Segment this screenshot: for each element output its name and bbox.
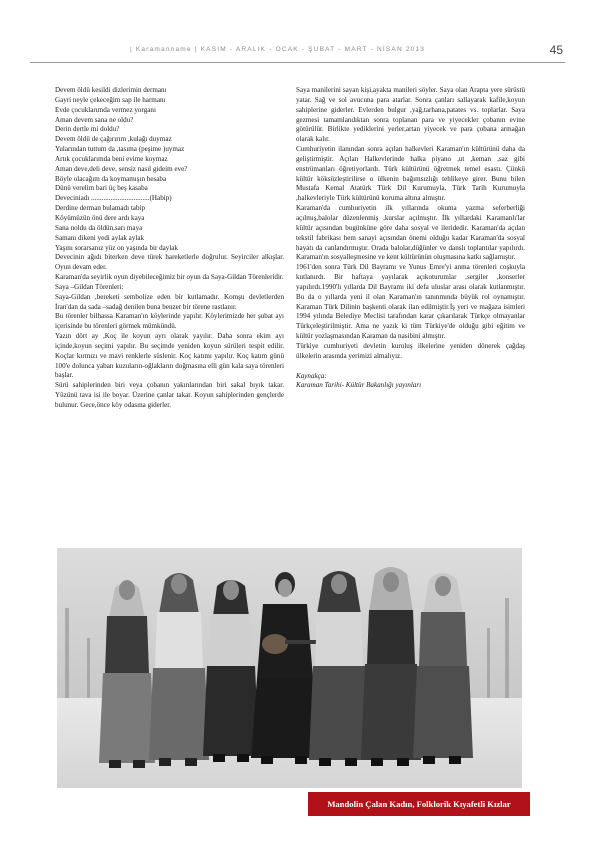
poem-line: Samanı dikeni yedi aylak aylak: [55, 233, 145, 242]
body-paragraph: Bu törenler bilhassa Karaman'ın köylerinde yapılır. Köylerimizde her şubat ayı içerisinde bu törenleri görmek mümkündü.: [55, 312, 284, 331]
poem-line: Devem öldü kesildi dizlerimin dermanı: [55, 86, 167, 94]
poem-line: Artık çocuklarımda beni evime koymaz: [55, 154, 168, 163]
poem-line: Yaşını sorarsanız yüz on yaşında bir daylak: [55, 243, 179, 252]
body-paragraph: 1961'den sonra Türk Dil Bayramı ve Yunus Emre'yi anma törenleri coşkuyla kutlanırdı. Bir haftaya yayılarak açıkoturumlar ,sergiler ,konserler yapılırdı.1990'lı yıllarda Dil Bayramı iki defa uluslar arası olarak kutlanmıştır. Bu da o yıllarda yeni il olan Karaman'ın tanınmında büyük rol oynamıştır. Karaman Türk Dilinin başkenti olarak ilan edilmiştir.İş yeri ve mağaza isimleri 1994 yılında Belediye Meclisi tarafından karar çıkarılarak Türkçe olmayanlar Türkçeleştirilmiştir. Ama ne yazık ki tüm Türkiye'de olduğu gibi eğitim ve kültür yozlaşmasından Karaman da nasibini almıştır.: [296, 263, 525, 341]
body-paragraph: Karaman'da seyirlik oyun diyebileceğimiz bir oyun da Saya-Gildan Törenleridir.: [55, 273, 284, 282]
photo-caption: Mandolin Çalan Kadın, Folklorik Kıyafetli Kızlar: [308, 792, 530, 816]
poem-line: Sana noldu da öldün,sarı maya: [55, 223, 143, 232]
body-paragraph: Türkiye cumhuriyeti devletin kuruluş ilkelerine yeniden dönerek çağdaş ülkelerin arasında yerimizi almalıyız.: [296, 341, 525, 360]
poem-line: Yularından tuttum da ,tasıma (peşime )uymaz: [55, 145, 185, 154]
archival-photo: [57, 548, 522, 788]
body-paragraph: Cumhuriyetin ilanından sonra açılan halkevleri Karaman'ın kültürünü daha da geliştirmiştir. Açılan Halkevlerinde halka piyano ,ut ,keman ,saz gibi enstrümanları öğretiyorlardı. Türk kültürünü öğretmek temel esastı. Çünkü kültür köksüzleştirilirse o ülkenin bağımsızlığı tehlikeye girer. Bunu bilen Mustafa Kemal Atatürk Türk Dil Kurumuyla, Türk Tarih Kurumuyla ,halkevleriyle Türk kültürünü koruma altına almıştır.: [296, 145, 525, 203]
poem-line: Böyle olacağım da koymamışın hesaba: [55, 174, 167, 183]
body-paragraph: Sürü sahiplerinden biri veya çobanın yakınlarından biri sakal bıyık takar. Yüzünü tava isi ile boyar. Üzerine çanlar takar. Koyun sahiplerinden gençlerde bulunur. Gece,önce köy odasına giderler.: [55, 381, 284, 409]
poem-line: Aman deve,deli deve, sensiz nasıl gideim eve?: [55, 164, 188, 173]
poem-line: Derdine derman bulamadı tabip: [55, 204, 146, 213]
left-column: [55, 86, 284, 411]
source-block: [296, 372, 525, 392]
poem-line: Derin dertle mi doldu?: [55, 125, 120, 134]
poem-line: Aman devem sana ne oldu?: [55, 115, 134, 124]
poem-line: Deveciniadı .................................(Habip): [55, 194, 172, 203]
folk-costume-photo-illustration: [57, 548, 522, 788]
body-paragraph: Karaman'da cumhuriyetin ilk yıllarında okuma yazma seferberliği açılmış,balolar düzenlenmiş ,kurslar açılmıştır. İlk yıllardaki Karamanlı'lar kültür açısından bugünküne göre daha sosyal ve ileridedir. Karaman'da açılan tekstil fabrikası hem sanayi açısından önemi olduğu kadar Karaman'da sosyal hayatı da canlandırmıştır. Orada balolar,düğünler ve danslı toplantılar yapılırdı. Karaman'ın sosyalleşmesine ve kent kültürünün oluşmasına katkı sağlamıştır.: [296, 204, 525, 262]
body-paragraph: Yazın dört ay ,Koç ile koyun ayrı olarak yayılır. Daha sonra ekim ayı içinde,koyun seçimi yapılır. Bu seçimde yeniden koyun sürüleri tespit edilir. Koçlar kırmızı ve mavi renklerle süslenir. Koç katımı yapılır. Koç katım günü 100'e dolunca yaban kuzuların-oğlakların doğmasına elli gün kala saya törenleri başlar.: [55, 332, 284, 380]
body-paragraph: Saya-Gildan ,bereketi sembolize eden bir kutlamadır. Komşu devletlerden İran'dan da sada –sadağ denilen buna benzer bir törene rastlanır.: [55, 292, 284, 311]
poem-line: Dünü verelim bari üç beş kasaba: [55, 184, 148, 193]
section-heading: Saya –Gildan Törenleri:: [55, 282, 124, 291]
issue-info: | Karamanname | KASIM - ARALIK - OCAK - ŞUBAT - MART - NİSAN 2013: [130, 46, 426, 53]
poem-line: Köyümüzün önü dere ardı kaya: [55, 213, 145, 222]
body-paragraph: Saya manilerini sayan kişi,ayakta manileri söyler. Saya olan Arapta yere sürüstü yatar. Sağ ve sol avucuna para atarlar. Sonra çanları sallayarak kafile,koyun sahiplerine giderler. Evlerden bulgur ,yağ,tarhana,patates vs. toplarlar. Saya gezmesi tamamlandıktan sonra toplanan para ve yiyecekler çobanın evine götürülür. Birlikte yediklerini yerler,artan yiyecek ve para çobana armağan olarak kalır.: [296, 86, 525, 144]
page-number: 45: [549, 43, 563, 57]
poem-line: Devem öldü de çağırırım ,kulağı duymaz: [55, 135, 172, 144]
source-label: Kaynakça:: [296, 371, 327, 380]
poem-line: Gayri neyle çekeceğim sap ile harmanı: [55, 95, 166, 104]
right-column: [296, 86, 525, 391]
source-text: Karaman Tarihi- Kültür Bakanlığı yayınları: [296, 381, 422, 390]
body-paragraph: Devecinin ağıdı biterken deve türek hareketlerle doğrulur. Seyirciler alkışlar. Oyun devam eder.: [55, 253, 284, 272]
poem-line: Evde çocuklarımda vermez yorganı: [55, 105, 156, 114]
page-header: [30, 40, 565, 63]
